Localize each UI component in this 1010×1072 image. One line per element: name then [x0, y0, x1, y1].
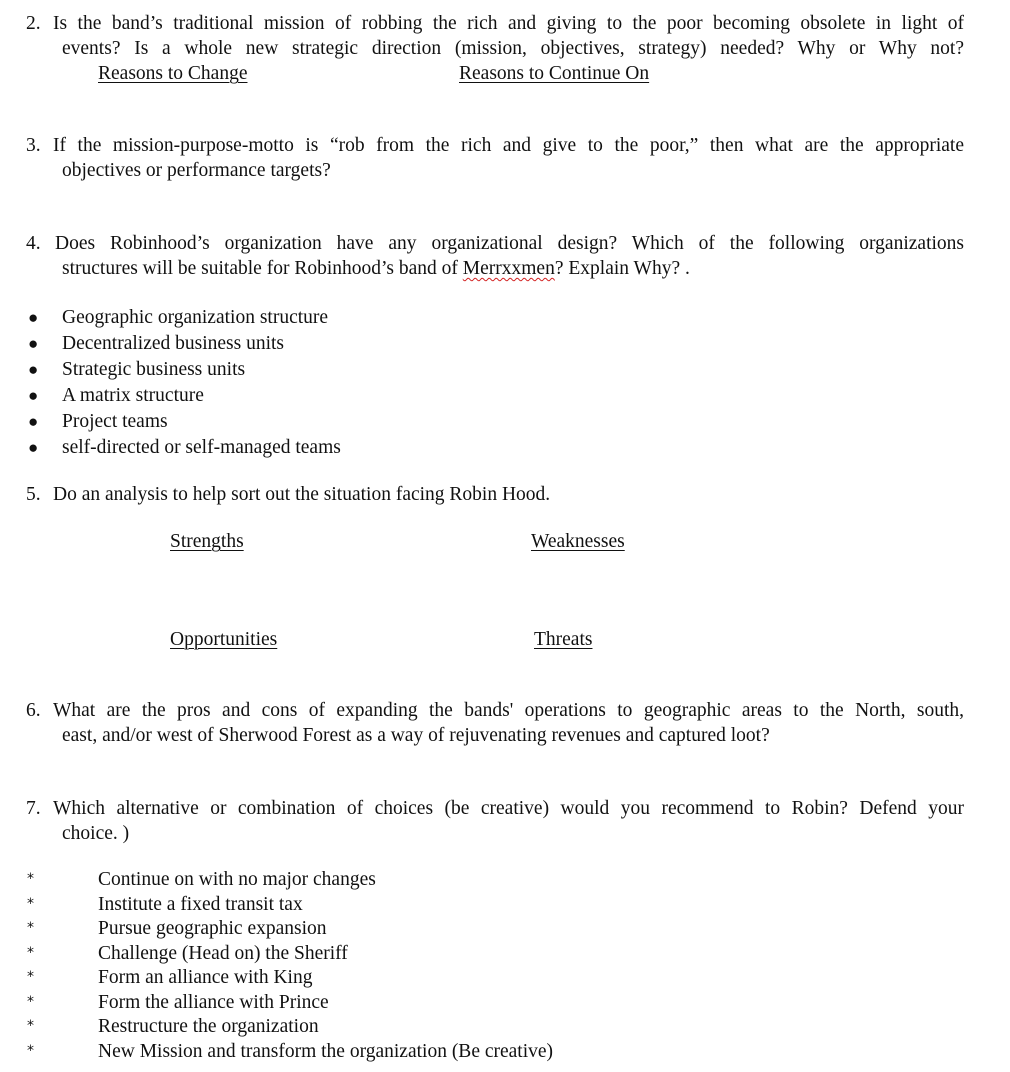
strengths-heading: Strengths [170, 531, 244, 552]
question-text-line: events? Is a whole new strategic direction (mission, objectives, strategy) needed? Why or Why not? [62, 38, 964, 59]
bullet-icon: ● [28, 386, 39, 405]
list-item [26, 1040, 553, 1065]
question-text-segment: structures will be suitable for Robinhood’s band of [62, 258, 463, 279]
question-number: 7. [26, 798, 41, 819]
question-6 [26, 698, 964, 748]
list-item [26, 868, 553, 893]
question-number: 4. [26, 233, 41, 254]
bullet-icon: ● [28, 334, 39, 353]
question-4 [26, 231, 964, 281]
question-text-line: Does Robinhood’s organization have any organizational design? Which of the following organizations [55, 233, 964, 254]
list-item-label: Form an alliance with King [98, 967, 313, 988]
asterisk-icon: * [27, 944, 34, 961]
list-item-label: New Mission and transform the organization (Be creative) [98, 1040, 554, 1062]
list-item [26, 966, 553, 991]
list-item [26, 991, 553, 1016]
question-text-line: Which alternative or combination of choices (be creative) would you recommend to Robin? Defend your [53, 798, 964, 819]
question-text-segment: ? Explain Why? . [554, 258, 690, 279]
question-text-line: What are the pros and cons of expanding the bands' operations to geographic areas to the North, south, [53, 700, 964, 721]
question-2 [26, 11, 964, 61]
question-number: 6. [26, 700, 41, 721]
reasons-to-change-heading: Reasons to Change [98, 63, 248, 84]
asterisk-icon: * [27, 1018, 34, 1034]
list-item-label: Geographic organization structure [62, 307, 329, 328]
list-item-label: self-directed or self-managed teams [62, 437, 341, 458]
question-text-line: Do an analysis to help sort out the situation facing Robin Hood. [53, 484, 551, 505]
bullet-icon: ● [28, 360, 39, 379]
question-number: 3. [26, 135, 41, 156]
list-item [26, 437, 341, 463]
alternatives-list [26, 868, 553, 1064]
question-text-line: objectives or performance targets? [62, 160, 331, 181]
list-item-label: A matrix structure [62, 385, 204, 406]
list-item [26, 942, 553, 967]
question-5 [26, 482, 964, 507]
list-item-label: Pursue geographic expansion [98, 918, 327, 939]
list-item [26, 359, 341, 385]
asterisk-icon: * [27, 993, 34, 1010]
question-text-line: Is the band’s traditional mission of robbing the rich and giving to the poor becoming obsolete in light of [53, 13, 964, 34]
bullet-icon: ● [28, 412, 39, 431]
asterisk-icon: * [27, 1042, 34, 1059]
question-text-line [26, 256, 964, 281]
list-item-label: Institute a fixed transit tax [98, 893, 303, 915]
question-text-line: choice. ) [62, 823, 130, 844]
list-item-label: Challenge (Head on) the Sheriff [98, 942, 348, 964]
question-text-line: east, and/or west of Sherwood Forest as a way of rejuvenating revenues and captured loot? [62, 725, 770, 746]
bullet-icon: ● [28, 308, 39, 327]
organization-structure-list [26, 307, 341, 463]
weaknesses-heading: Weaknesses [531, 531, 625, 552]
asterisk-icon: * [27, 969, 34, 985]
question-number: 5. [26, 484, 41, 505]
question-text-line: If the mission-purpose-motto is “rob from the rich and give to the poor,” then what are the appropriate [53, 135, 964, 156]
asterisk-icon: * [27, 895, 34, 912]
opportunities-heading: Opportunities [170, 629, 278, 650]
list-item [26, 307, 341, 333]
list-item-label: Continue on with no major changes [98, 869, 376, 890]
list-item-label: Project teams [62, 411, 168, 432]
threats-heading: Threats [534, 629, 593, 650]
list-item-label: Decentralized business units [62, 333, 285, 354]
list-item [26, 385, 341, 411]
question-number: 2. [26, 13, 41, 34]
list-item-label: Form the alliance with Prince [98, 991, 329, 1013]
asterisk-icon: * [27, 871, 34, 887]
misspelled-word: Merrxxmen [462, 258, 555, 279]
list-item [26, 1015, 553, 1040]
list-item-label: Strategic business units [62, 359, 246, 380]
asterisk-icon: * [27, 920, 34, 936]
list-item-label: Restructure the organization [98, 1016, 319, 1037]
list-item [26, 917, 553, 942]
reasons-to-continue-heading: Reasons to Continue On [459, 63, 650, 84]
question-3 [26, 133, 964, 183]
list-item [26, 893, 553, 918]
list-item [26, 411, 341, 437]
list-item [26, 333, 341, 359]
question-7 [26, 796, 964, 846]
bullet-icon: ● [28, 438, 39, 457]
